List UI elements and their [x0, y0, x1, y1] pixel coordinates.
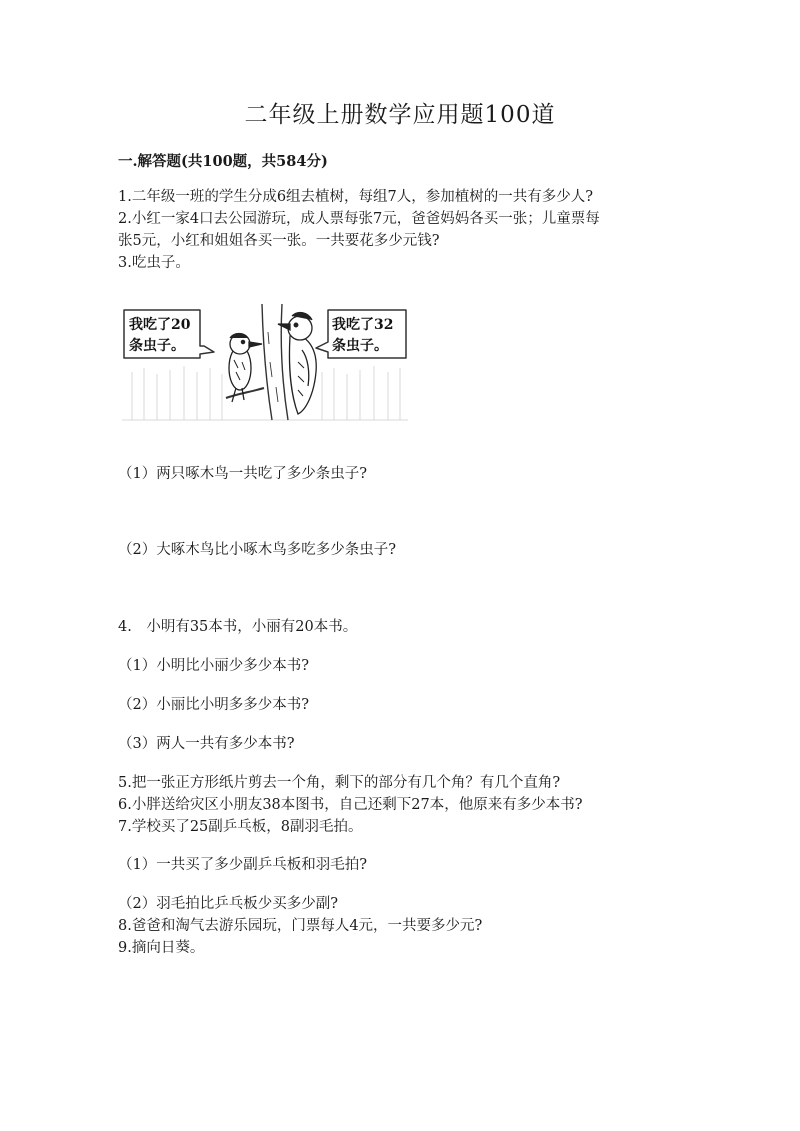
- question-5: 5.把一张正方形纸片剪去一个角，剩下的部分有几个角？有几个直角?: [118, 775, 561, 791]
- question-6: 6.小胖送给灾区小朋友38本图书，自己还剩下27本，他原来有多少本书?: [118, 797, 583, 813]
- question-1: 1.二年级一班的学生分成6组去植树，每组7人，参加植树的一共有多少人?: [118, 189, 594, 205]
- question-3-part-2: （2）大啄木鸟比小啄木鸟多吃多少条虫子?: [118, 542, 396, 558]
- tree-trunk: [262, 304, 288, 420]
- right-speech-bubble: [316, 310, 406, 358]
- question-7-part-2: （2）羽毛拍比乒乓板少买多少副?: [118, 896, 338, 912]
- question-9: 9.摘向日葵。: [118, 940, 205, 956]
- question-4-part-3: （3）两人一共有多少本书?: [118, 736, 295, 752]
- question-3-part-1: （1）两只啄木鸟一共吃了多少条虫子?: [118, 466, 367, 482]
- question-3: 3.吃虫子。: [118, 255, 190, 271]
- left-bubble-line-1: 我吃了20: [129, 317, 191, 333]
- forest-background: [122, 366, 408, 420]
- question-7-part-1: （1）一共买了多少副乒乓板和羽毛拍?: [118, 857, 367, 873]
- branch: [226, 388, 264, 398]
- question-4-part-2: （2）小丽比小明多多少本书?: [118, 697, 309, 713]
- right-bubble-line-1: 我吃了32: [332, 317, 394, 333]
- woodpecker-figure: [122, 302, 408, 422]
- question-7: 7.学校买了25副乒乓板，8副羽毛拍。: [118, 819, 363, 835]
- left-speech-bubble: [124, 310, 214, 358]
- question-2-line-2: 张5元，小红和姐姐各买一张。一共要花多少元钱?: [118, 233, 440, 249]
- big-woodpecker-icon: [278, 313, 316, 414]
- question-2-line-1: 2.小红一家4口去公园游玩，成人票每张7元，爸爸妈妈各买一张；儿童票每: [118, 211, 600, 227]
- section-title: 一.解答题(共100题，共584分): [118, 153, 328, 170]
- left-bubble-line-2: 条虫子。: [129, 338, 185, 354]
- page-title: 二年级上册数学应用题100道: [244, 102, 556, 128]
- question-4: 4. 小明有35本书，小丽有20本书。: [118, 619, 358, 635]
- question-8: 8.爸爸和淘气去游乐园玩，门票每人4元，一共要多少元?: [118, 918, 483, 934]
- right-bubble-line-2: 条虫子。: [332, 338, 388, 354]
- question-4-part-1: （1）小明比小丽少多少本书?: [118, 658, 309, 674]
